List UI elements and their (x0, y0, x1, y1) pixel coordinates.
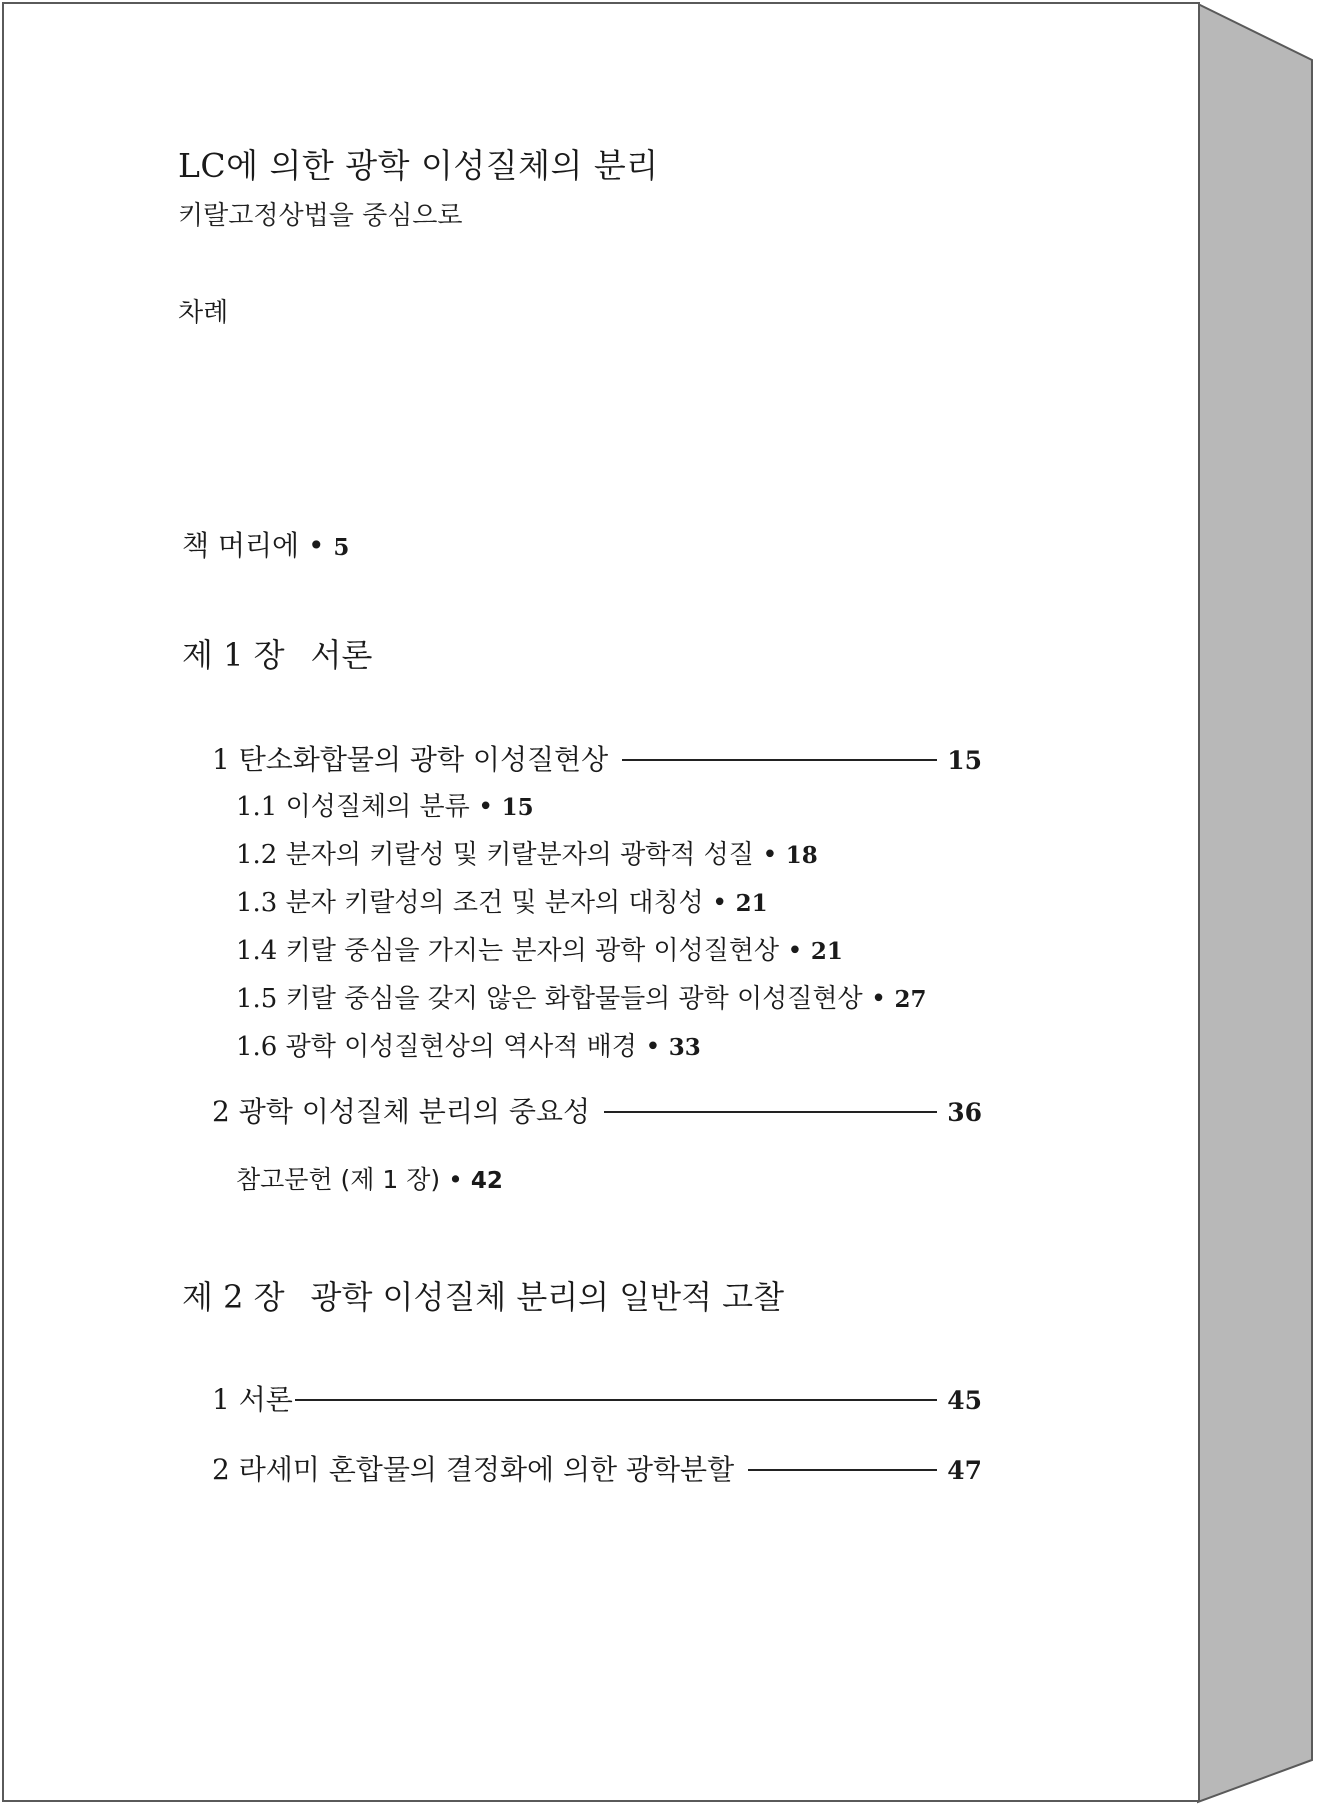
subsection-label: 1.1 이성질체의 분류 (236, 792, 470, 822)
subsection-separator: • (762, 840, 778, 870)
section-page: 45 (947, 1386, 982, 1415)
subsection-label: 1.3 분자 키랄성의 조건 및 분자의 대칭성 (236, 888, 704, 918)
toc-subsection-1-3 (236, 882, 768, 919)
dotted-leader (295, 1399, 937, 1401)
book-title: LC에 의한 광학 이성질체의 분리 (178, 146, 659, 185)
subsection-separator: • (477, 792, 494, 822)
dotted-leader (604, 1111, 937, 1113)
subsection-separator: • (870, 984, 887, 1014)
subsection-separator: • (787, 936, 803, 966)
section-page: 47 (947, 1456, 982, 1485)
section-page: 15 (947, 746, 982, 775)
subsection-page: 18 (785, 842, 818, 869)
preface-page: 5 (333, 534, 350, 561)
toc-heading: 차례 (178, 298, 229, 328)
toc-section-2-2 (212, 1448, 982, 1488)
toc-references-chapter-1 (236, 1160, 503, 1196)
section-page: 36 (947, 1098, 982, 1127)
toc-subsection-1-1 (236, 786, 534, 823)
chapter-2-title: 광학 이성질체 분리의 일반적 고찰 (310, 1278, 784, 1316)
references-label: 참고문헌 (제 1 장) (236, 1165, 441, 1194)
toc-preface (182, 524, 349, 564)
subsection-page: 15 (501, 794, 534, 821)
chapter-1-title: 서론 (310, 636, 373, 674)
section-label: 1 서론 (212, 1383, 293, 1416)
subsection-page: 33 (668, 1034, 701, 1061)
dotted-leader (622, 759, 937, 761)
section-label: 1 탄소화합물의 광학 이성질현상 (212, 743, 609, 776)
toc-subsection-1-6 (236, 1026, 701, 1063)
toc-section-1-1 (212, 738, 982, 778)
subsection-page: 21 (810, 938, 843, 965)
subsection-page: 27 (894, 986, 927, 1013)
toc-subsection-1-2 (236, 834, 818, 871)
preface-label: 책 머리에 (182, 529, 300, 562)
chapter-1-heading (182, 630, 372, 676)
dotted-leader (748, 1469, 937, 1471)
references-separator: • (448, 1165, 463, 1194)
section-label: 2 라세미 혼합물의 결정화에 의한 광학분할 (212, 1453, 735, 1486)
chapter-1-number: 제 1 장 (182, 636, 285, 674)
toc-subsection-1-5 (236, 978, 927, 1015)
subsection-separator: • (645, 1032, 661, 1062)
subsection-page: 21 (735, 890, 768, 917)
subsection-label: 1.4 키랄 중심을 가지는 분자의 광학 이성질현상 (236, 936, 780, 966)
section-label: 2 광학 이성질체 분리의 중요성 (212, 1095, 590, 1128)
chapter-2-number: 제 2 장 (182, 1278, 285, 1316)
subsection-separator: • (711, 888, 728, 918)
references-page: 42 (470, 1168, 503, 1194)
chapter-2-heading (182, 1272, 784, 1318)
subsection-label: 1.6 광학 이성질현상의 역사적 배경 (236, 1032, 637, 1062)
toc-section-1-2 (212, 1090, 982, 1130)
toc-section-2-1 (212, 1378, 982, 1418)
preface-separator: • (308, 529, 325, 562)
toc-subsection-1-4 (236, 930, 843, 967)
subsection-label: 1.5 키랄 중심을 갖지 않은 화합물들의 광학 이성질현상 (236, 984, 863, 1014)
book-subtitle: 키랄고정상법을 중심으로 (178, 201, 463, 231)
subsection-label: 1.2 분자의 키랄성 및 키랄분자의 광학적 성질 (236, 840, 754, 870)
